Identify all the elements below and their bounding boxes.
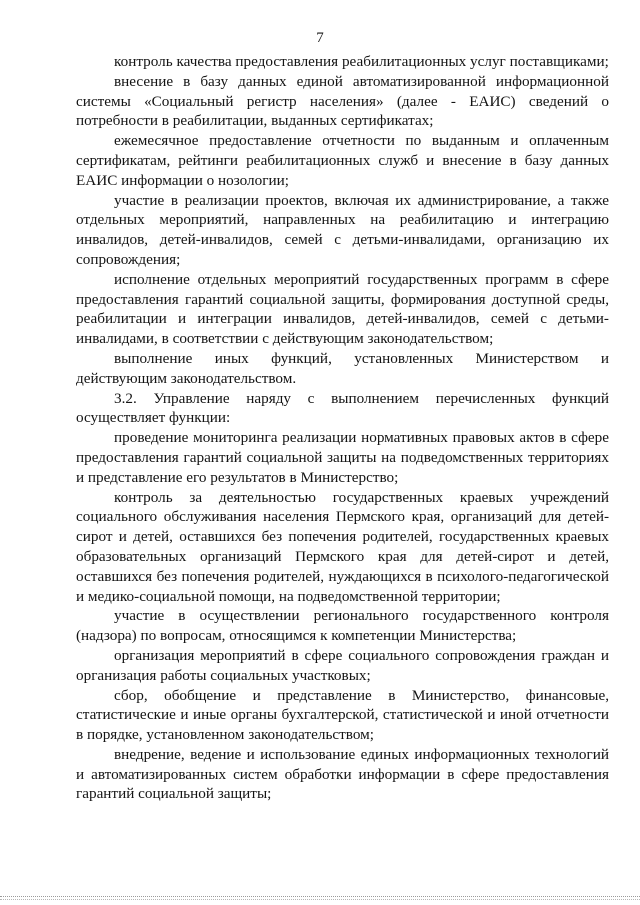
paragraph-section-3-2: 3.2. Управление наряду с выполнением перечисленных функций осуществляет функции: (76, 389, 609, 427)
page-number: 7 (316, 30, 324, 46)
paragraph-state-programs: исполнение отдельных мероприятий государственных программ в сфере предоставления гарантий социальной защиты, формирования доступной среды, реабилитации и интеграции инвалидов, детей-инвалидов, семей с детьми-инвалидами, в соответствии с действующим законодательством; (76, 270, 609, 348)
paragraph-project-participation: участие в реализации проектов, включая их администрирование, а также отдельных мероприятий, направленных на реабилитацию и интеграцию инвалидов, детей-инвалидов, семей с детьми-инвалидами, организацию их сопровождения; (76, 191, 609, 268)
paragraph-institution-control: контроль за деятельностью государственных краевых учреждений социального обслуживания населения Пермского края, организаций для детей-сирот и детей, оставшихся без попечения родителей, государственных краевых образовательных организаций Пермского края для детей-сирот и детей, оставшихся без попечения родителей, нуждающихся в психолого-педагогической и медико-социальной помощи, на подведомственной территории; (76, 488, 609, 605)
paragraph-social-support: организация мероприятий в сфере социального сопровождения граждан и организация работы социальных участковых; (76, 646, 609, 684)
paragraph-monitoring: проведение мониторинга реализации нормативных правовых актов в сфере предоставления гарантий социальной защиты на подведомственных территориях и представление его результатов в Министерство; (76, 429, 609, 486)
document-body (76, 52, 609, 804)
paragraph-information-technologies: внедрение, ведение и использование единых информационных технологий и автоматизированных систем обработки информации в сфере предоставления гарантий социальной защиты; (76, 745, 609, 803)
paragraph-other-functions: выполнение иных функций, установленных Министерством и действующим законодательством. (76, 349, 609, 387)
paragraph-quality-control: контроль качества предоставления реабилитационных услуг поставщиками; (114, 53, 609, 70)
paragraph-eais-entry: внесение в базу данных единой автоматизированной информационной системы «Социальный регистр населения» (далее - ЕАИС) сведений о потребности в реабилитации, выданных сертификатах; (76, 72, 609, 130)
paragraph-reporting-collection: сбор, обобщение и представление в Министерство, финансовые, статистические и иные органы бухгалтерской, статистической и иной отчетности в порядке, установленном законодательством; (76, 686, 609, 744)
paragraph-regional-supervision: участие в осуществлении регионального государственного контроля (надзора) по вопросам, относящимся к компетенции Министерства; (76, 607, 609, 645)
paragraph-monthly-reporting: ежемесячное предоставление отчетности по выданным и оплаченным сертификатам, рейтинги реабилитационных служб и внесение в базу данных ЕАИС информации о нозологии; (76, 132, 609, 189)
scan-edge-line (0, 896, 640, 897)
scan-edge-line (0, 899, 640, 900)
